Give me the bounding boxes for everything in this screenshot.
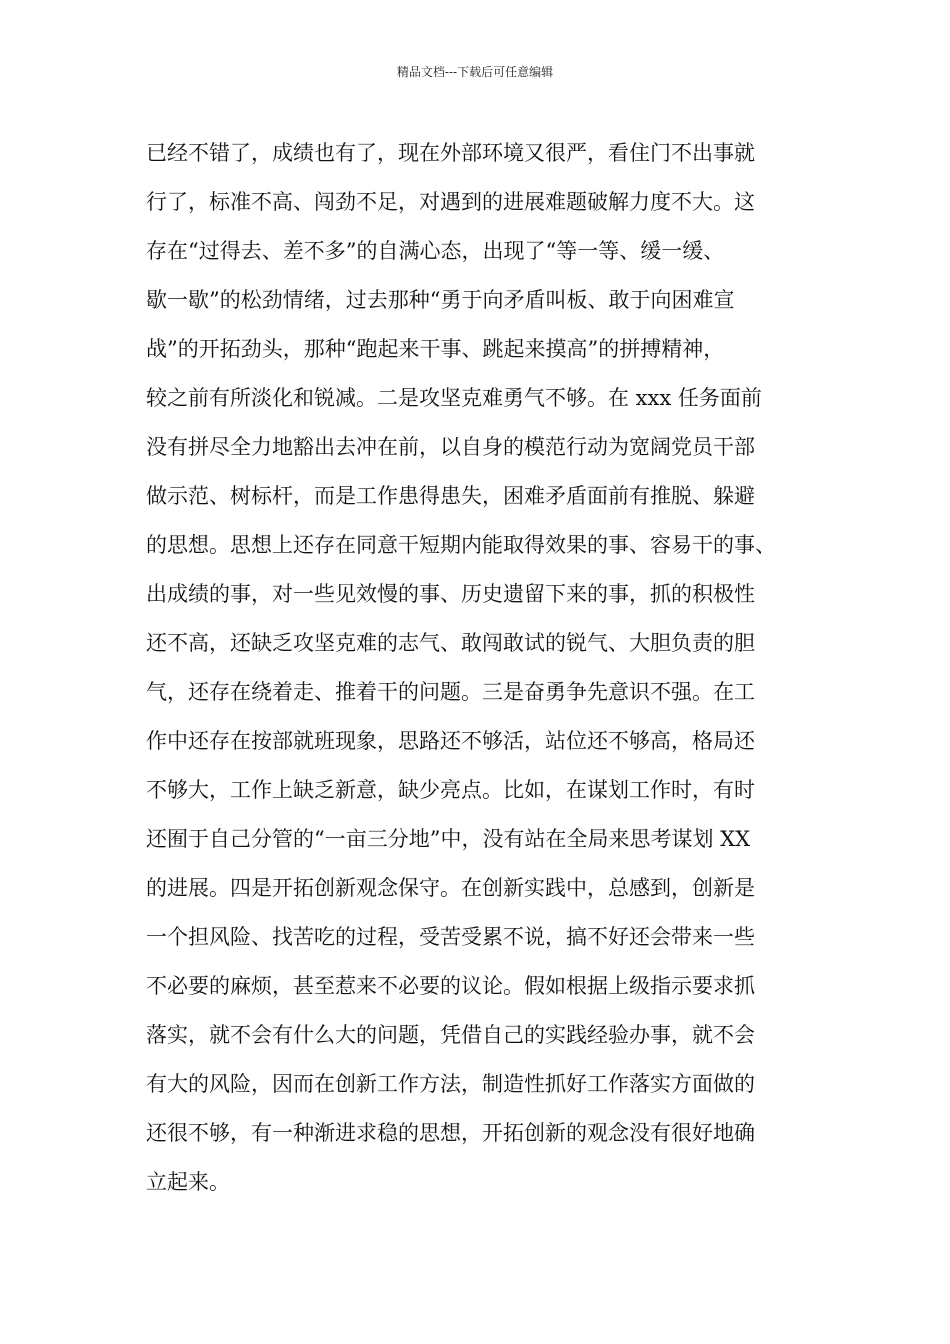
text-line: 不必要的麻烦，甚至惹来不必要的议论。假如根据上级指示要求抓 — [146, 974, 755, 998]
text-line: 气，还存在绕着走、推着干的问题。三是奋勇争先意识不强。在工 — [146, 680, 755, 704]
text-line: 还很不够，有一种渐进求稳的思想，开拓创新的观念没有很好地确 — [146, 1121, 755, 1145]
text-line: 不够大，工作上缺乏新意，缺少亮点。比如，在谋划工作时，有时 — [146, 778, 755, 802]
text-line: 较之前有所淡化和锐减。二是攻坚克难勇气不够。在 xxx 任务面前 — [146, 386, 762, 410]
text-line: 的进展。四是开拓创新观念保守。在创新实践中，总感到，创新是 — [146, 876, 755, 900]
text-line: 立起来。 — [146, 1170, 230, 1194]
text-line: 还囿于自己分管的“一亩三分地”中，没有站在全局来思考谋划 XX — [146, 827, 751, 851]
text-line: 已经不错了，成绩也有了，现在外部环境又很严，看住门不出事就 — [146, 141, 755, 165]
text-line: 还不高，还缺乏攻坚克难的志气、敢闯敢试的锐气、大胆负责的胆 — [146, 631, 755, 655]
text-line: 没有拼尽全力地豁出去冲在前，以自身的模范行动为宽阔党员干部 — [146, 435, 755, 459]
text-line: 行了，标准不高、闯劲不足，对遇到的进展难题破解力度不大。这 — [146, 190, 755, 214]
text-line: 战”的开拓劲头，那种“跑起来干事、跳起来摸高”的拼搏精神， — [146, 337, 725, 361]
text-line: 做示范、树标杆，而是工作患得患失，困难矛盾面前有推脱、躲避 — [146, 484, 755, 508]
text-line: 存在“过得去、差不多”的自满心态，出现了“等一等、缓一缓、 — [146, 239, 725, 263]
text-line: 的思想。思想上还存在同意干短期内能取得效果的事、容易干的事、 — [146, 533, 776, 557]
text-line: 出成绩的事，对一些见效慢的事、历史遗留下来的事，抓的积极性 — [146, 582, 755, 606]
text-line: 歇一歇”的松劲情绪，过去那种“勇于向矛盾叫板、敢于向困难宣 — [146, 288, 735, 312]
page-header: 精品文档---下载后可任意编辑 — [396, 65, 554, 79]
text-line: 落实，就不会有什么大的问题，凭借自己的实践经验办事，就不会 — [146, 1023, 755, 1047]
text-line: 作中还存在按部就班现象，思路还不够活，站位还不够高，格局还 — [146, 729, 755, 753]
text-line: 一个担风险、找苦吃的过程，受苦受累不说，搞不好还会带来一些 — [146, 925, 755, 949]
text-line: 有大的风险，因而在创新工作方法，制造性抓好工作落实方面做的 — [146, 1072, 755, 1096]
